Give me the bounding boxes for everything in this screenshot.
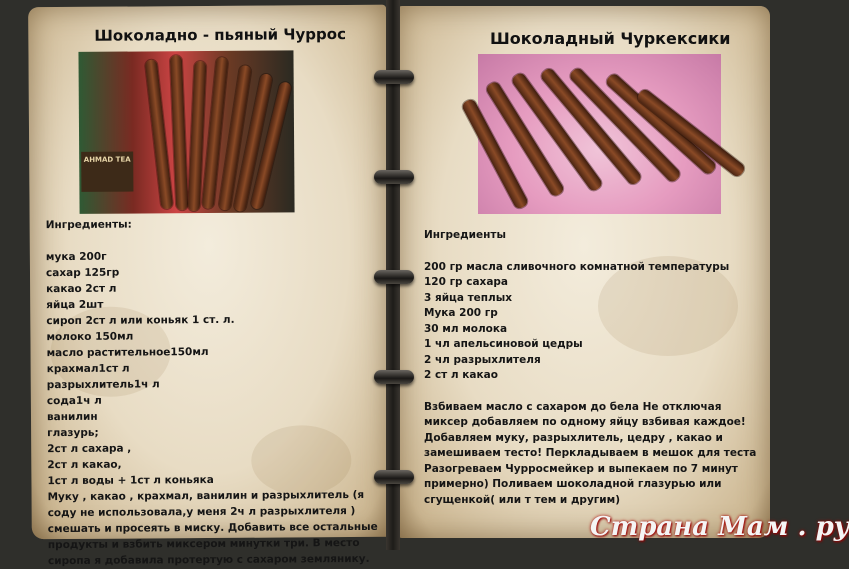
left-recipe-title: Шоколадно - пьяный Чуррос (94, 25, 347, 45)
ingredient-line: сода1ч л (46, 394, 102, 408)
ingredients-heading: Ингредиенты (424, 229, 506, 241)
binder-ring (374, 270, 414, 284)
instructions-paragraph: Муку , какао , крахмал, ванилин и разрыхлитель (я соду не использовала,у меня 2ч л разрыхлителя ) смешать и просеять в миску. Добавить все остальные продукты и взбить миксером минутки три. В место сиропа я добавила протертую с сахаром землянику. (47, 488, 378, 568)
ingredient-line: яйца 2шт (46, 298, 104, 312)
ingredient-line: 3 яйца теплых (424, 291, 513, 304)
right-recipe-text (424, 228, 764, 508)
ingredient-line: ванилин (46, 410, 98, 424)
ingredient-line: Мука 200 гр (424, 307, 498, 319)
ingredient-line: 120 гр сахара (424, 276, 508, 288)
binder-ring (374, 70, 414, 84)
left-page (28, 5, 390, 568)
right-recipe-title: Шоколадный Чуркексики (490, 29, 731, 48)
right-page (398, 6, 770, 538)
ingredient-line: мука 200г (45, 250, 107, 264)
ingredient-line: крахмал1ст л (46, 362, 130, 376)
binder-ring (374, 370, 414, 384)
site-watermark: Страна Мам . ру (590, 512, 849, 542)
ingredient-line: 2ст л какао, (47, 458, 122, 472)
ingredient-line: масло растительное150мл (46, 346, 209, 360)
left-recipe-text (46, 215, 378, 569)
ingredient-line: глазурь; (47, 426, 99, 440)
binder-ring (374, 470, 414, 484)
binder-ring (374, 170, 414, 184)
ingredient-line: 2ст л сахара , (47, 442, 132, 456)
left-recipe-photo (78, 50, 294, 213)
ingredient-line: сахар 125гр (45, 266, 120, 280)
ingredient-line: разрыхлитель1ч л (46, 378, 160, 392)
tea-box-label: AHMAD TEA (81, 152, 133, 192)
ingredient-line: 200 гр масла сливочного комнатной температуры (424, 260, 730, 273)
ingredient-line: 2 чл разрыхлителя (424, 353, 541, 366)
ingredient-line: какао 2ст л (46, 282, 117, 296)
ingredient-line: молоко 150мл (46, 330, 134, 344)
ingredient-line: 2 ст л какао (424, 369, 498, 381)
ingredient-line: сироп 2ст л или коньяк 1 ст. л. (46, 313, 235, 328)
right-recipe-photo (478, 54, 721, 214)
ingredient-line: 30 мл молока (424, 322, 508, 335)
ingredients-heading: Ингредиенты: (45, 218, 132, 232)
ingredient-line: 1 чл апельсиновой цедры (424, 338, 583, 350)
ingredient-line: 1ст л воды + 1ст л коньяка (47, 473, 214, 488)
instructions-paragraph: Взбиваем масло с сахаром до бела Не отключая миксер добавляем по одному яйцу взбивая каждое! Добавляем муку, разрыхлитель, цедру , какао и замешиваем тесто! Перкладываем в мешок для теста Разогреваем Чурросмейкер и выпекаем по 7 минут примерно) Поливаем шоколадной глазурью или сгущенкой( или т тем и другим) (424, 400, 757, 506)
